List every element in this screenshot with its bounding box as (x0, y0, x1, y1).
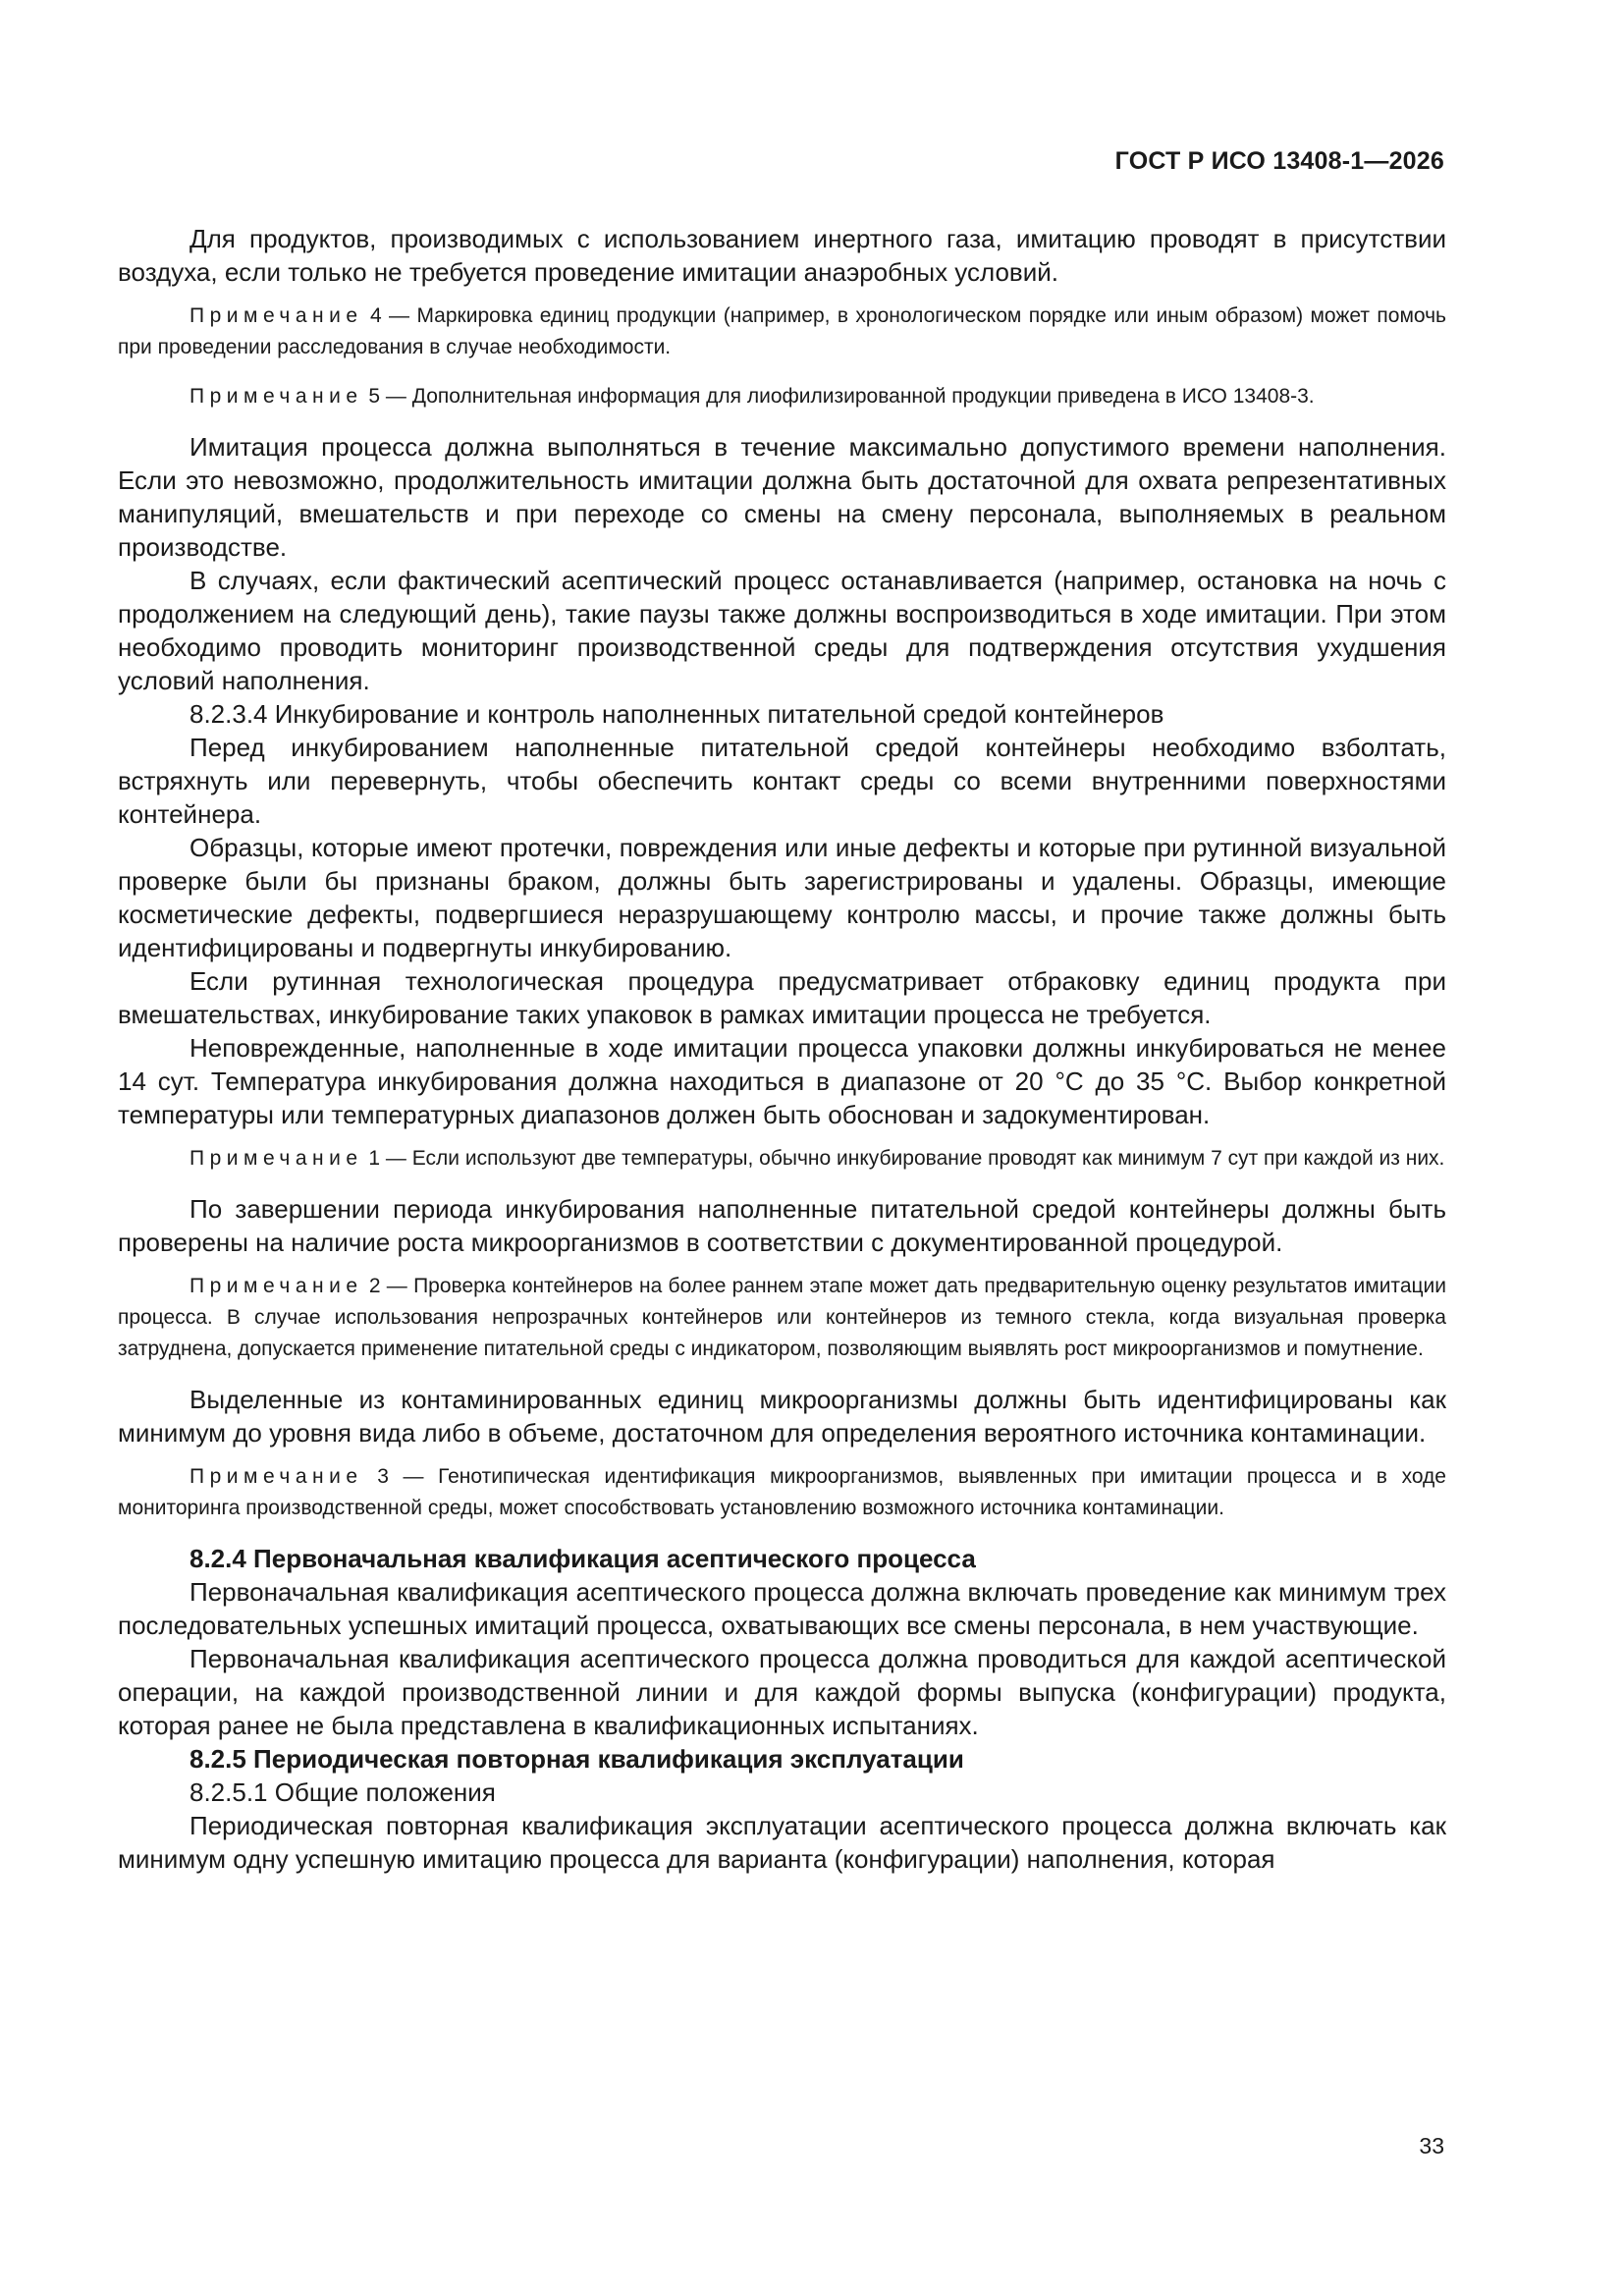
note-label: Примечание (189, 385, 363, 408)
note-1 (118, 1143, 1446, 1175)
paragraph: Первоначальная квалификация асептического процесса должна включать проведение как минимум трех последовательных успешных имитаций процесса, охватывающих все смены персонала, в нем участвующие. (118, 1577, 1446, 1640)
note-text: 3 — Генотипическая идентификация микроорганизмов, выявленных при имитации процесса и в ходе мониторинга производственной среды, может способствовать установлению возможного источника контаминации. (118, 1465, 1446, 1519)
paragraph: Для продуктов, производимых с использованием инертного газа, имитацию проводят в присутствии воздуха, если только не требуется проведение имитации анаэробных условий. (118, 224, 1446, 287)
note-label: Примечание (189, 1275, 363, 1297)
section-heading-8-2-4: 8.2.4 Первоначальная квалификация асептического процесса (189, 1544, 976, 1573)
paragraph: Периодическая повторная квалификация эксплуатации асептического процесса должна включать как минимум одну успешную имитацию процесса для варианта (конфигурации) наполнения, которая (118, 1811, 1446, 1874)
note-label: Примечание (189, 304, 363, 327)
paragraph: Неповрежденные, наполненные в ходе имитации процесса упаковки должны инкубироваться не менее 14 сут. Температура инкубирования должна находиться в диапазоне от 20 °С до 35 °С. Выбор конкретной температуры или температурных диапазонов должен быть обоснован и задокументирован. (118, 1033, 1446, 1129)
note-3 (118, 1461, 1446, 1524)
paragraph: Имитация процесса должна выполняться в течение максимально допустимого времени наполнения. Если это невозможно, продолжительность имитации должна быть достаточной для охвата репрезентативных манипуляций, вмешательств и при переходе со смены на смену персонала, выполняемых в реальном производстве. (118, 432, 1446, 562)
note-text: 1 — Если используют две температуры, обычно инкубирование проводят как минимум 7 сут при каждой из них. (368, 1147, 1445, 1170)
paragraph: Выделенные из контаминированных единиц микроорганизмы должны быть идентифицированы как минимум до уровня вида либо в объеме, достаточном для определения вероятного источника контаминации. (118, 1385, 1446, 1448)
note-5 (118, 381, 1446, 412)
paragraph: Образцы, которые имеют протечки, повреждения или иные дефекты и которые при рутинной визуальной проверке были бы признаны браком, должны быть зарегистрированы и удалены. Образцы, имеющие косметические дефекты, подвергшиеся неразрушающему контролю массы, и прочие также должны быть идентифицированы и подвергнуты инкубированию. (118, 833, 1446, 962)
document-designation: ГОСТ Р ИСО 13408-1—2026 (1114, 147, 1444, 175)
note-label: Примечание (189, 1147, 363, 1170)
page-body (118, 222, 1446, 1876)
section-heading-8-2-5: 8.2.5 Периодическая повторная квалификация эксплуатации (189, 1744, 964, 1774)
subsection-title: 8.2.5.1 Общие положения (189, 1777, 496, 1807)
subsection-title: 8.2.3.4 Инкубирование и контроль наполненных питательной средой контейнеров (189, 699, 1164, 729)
note-4 (118, 301, 1446, 363)
paragraph: Перед инкубированием наполненные питательной средой контейнеры необходимо взболтать, встряхнуть или перевернуть, чтобы обеспечить контакт среды со всеми внутренними поверхностями контейнера. (118, 733, 1446, 829)
note-text: 5 — Дополнительная информация для лиофилизированной продукции приведена в ИСО 13408-3. (368, 385, 1315, 408)
paragraph: По завершении периода инкубирования наполненные питательной средой контейнеры должны быть проверены на наличие роста микроорганизмов в соответствии с документированной процедурой. (118, 1194, 1446, 1257)
paragraph: Если рутинная технологическая процедура предусматривает отбраковку единиц продукта при вмешательствах, инкубирование таких упаковок в рамках имитации процесса не требуется. (118, 966, 1446, 1029)
note-label: Примечание (189, 1465, 363, 1488)
paragraph: Первоначальная квалификация асептического процесса должна проводиться для каждой асептической операции, на каждой производственной линии и для каждой формы выпуска (конфигурации) продукта, которая ранее не была представлена в квалификационных испытаниях. (118, 1644, 1446, 1740)
note-text: 4 — Маркировка единиц продукции (например, в хронологическом порядке или иным образом) может помочь при проведении расследования в случае необходимости. (118, 304, 1446, 358)
note-2 (118, 1271, 1446, 1365)
page-number: 33 (1419, 2133, 1444, 2159)
paragraph: В случаях, если фактический асептический процесс останавливается (например, остановка на ночь с продолжением на следующий день), такие паузы также должны воспроизводиться в ходе имитации. При этом необходимо проводить мониторинг производственной среды для подтверждения отсутствия ухудшения условий наполнения. (118, 566, 1446, 695)
note-text: 2 — Проверка контейнеров на более раннем этапе может дать предварительную оценку результатов имитации процесса. В случае использования непрозрачных контейнеров или контейнеров из темного стекла, когда визуальная проверка затруднена, допускается применение питательной среды с индикатором, позволяющим выявлять рост микроорганизмов и помутнение. (118, 1275, 1446, 1360)
